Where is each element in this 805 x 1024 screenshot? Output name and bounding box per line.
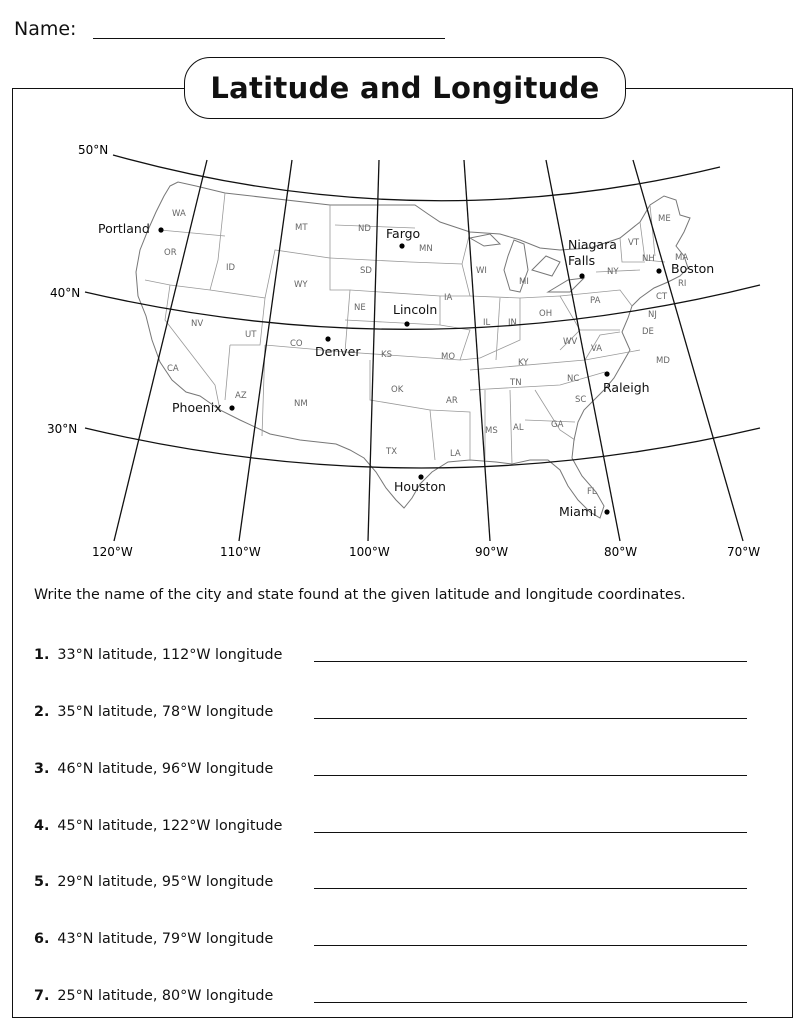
lon-label-110: 110°W bbox=[220, 545, 261, 559]
question-number: 7. bbox=[34, 988, 50, 1004]
question-item bbox=[34, 874, 273, 890]
state-label: NC bbox=[567, 374, 580, 384]
city-dot-denver bbox=[325, 336, 330, 341]
city-label-miami: Miami bbox=[559, 504, 597, 519]
question-number: 4. bbox=[34, 818, 50, 834]
answer-line-5[interactable] bbox=[314, 888, 747, 889]
state-label: WA bbox=[172, 209, 186, 219]
state-label: AL bbox=[513, 423, 524, 433]
question-text: 43°N latitude, 79°W longitude bbox=[57, 931, 274, 947]
state-label: TX bbox=[386, 447, 398, 457]
question-item bbox=[34, 931, 273, 947]
state-label: MD bbox=[656, 356, 670, 366]
state-label: OK bbox=[391, 385, 404, 395]
state-label: CT bbox=[656, 292, 668, 302]
city-dot-portland bbox=[158, 227, 163, 232]
question-text: 35°N latitude, 78°W longitude bbox=[57, 704, 274, 720]
state-label: IA bbox=[444, 293, 453, 303]
lat-label-50: 50°N bbox=[78, 143, 109, 157]
instructions-text: Write the name of the city and state found at the given latitude and longitude coordinates. bbox=[34, 587, 686, 603]
state-label: NV bbox=[191, 319, 204, 329]
question-number: 2. bbox=[34, 704, 50, 720]
city-label-portland: Portland bbox=[98, 221, 150, 236]
state-label: WV bbox=[563, 337, 578, 347]
question-number: 3. bbox=[34, 761, 50, 777]
state-label: MI bbox=[519, 277, 529, 287]
question-item bbox=[34, 647, 282, 663]
state-label: RI bbox=[678, 279, 687, 289]
answer-line-4[interactable] bbox=[314, 832, 747, 833]
city-label-niagara-falls: Niagara Falls bbox=[568, 237, 617, 268]
answer-line-3[interactable] bbox=[314, 775, 747, 776]
state-label: VT bbox=[628, 238, 640, 248]
state-label: VA bbox=[591, 344, 603, 354]
lon-label-70: 70°W bbox=[727, 545, 761, 559]
state-label: OR bbox=[164, 248, 177, 258]
longitude-line-100 bbox=[368, 160, 379, 541]
state-label: MA bbox=[675, 253, 689, 263]
question-text: 45°N latitude, 122°W longitude bbox=[57, 818, 283, 834]
answer-line-2[interactable] bbox=[314, 718, 747, 719]
state-label: KS bbox=[381, 350, 392, 360]
latitude-line-30 bbox=[85, 428, 760, 468]
state-label: ME bbox=[658, 214, 671, 224]
answer-line-1[interactable] bbox=[314, 661, 747, 662]
state-label: WI bbox=[476, 266, 487, 276]
lat-label-30: 30°N bbox=[47, 422, 78, 436]
page-title: Latitude and Longitude bbox=[210, 71, 600, 105]
name-label: Name: bbox=[14, 18, 77, 40]
state-label: IL bbox=[483, 318, 491, 328]
question-item bbox=[34, 761, 273, 777]
state-label: WY bbox=[294, 280, 308, 290]
question-item bbox=[34, 818, 282, 834]
city-dot-niagara-falls bbox=[579, 273, 584, 278]
state-label: DE bbox=[642, 327, 654, 337]
state-label: SD bbox=[360, 266, 372, 276]
state-label: GA bbox=[551, 420, 564, 430]
state-label: NJ bbox=[648, 310, 657, 320]
state-label: LA bbox=[450, 449, 461, 459]
lat-label-40: 40°N bbox=[50, 286, 81, 300]
state-label: IN bbox=[508, 318, 517, 328]
state-label: NY bbox=[607, 267, 619, 277]
question-text: 46°N latitude, 96°W longitude bbox=[57, 761, 274, 777]
city-label-houston: Houston bbox=[394, 479, 446, 494]
longitude-line-90 bbox=[464, 160, 490, 541]
question-number: 5. bbox=[34, 874, 50, 890]
state-label: UT bbox=[245, 330, 257, 340]
state-label: PA bbox=[590, 296, 601, 306]
longitude-line-80 bbox=[546, 160, 620, 541]
state-label: AR bbox=[446, 396, 458, 406]
state-label: MO bbox=[441, 352, 456, 362]
state-label: AZ bbox=[235, 391, 247, 401]
city-dot-raleigh bbox=[604, 371, 609, 376]
state-label: MN bbox=[419, 244, 433, 254]
state-label: MT bbox=[295, 223, 308, 233]
longitude-line-110 bbox=[239, 160, 292, 541]
latitude-line-50 bbox=[113, 155, 720, 201]
state-label: CO bbox=[290, 339, 303, 349]
state-label: NM bbox=[294, 399, 308, 409]
question-text: 25°N latitude, 80°W longitude bbox=[57, 988, 274, 1004]
lon-label-100: 100°W bbox=[349, 545, 390, 559]
answer-line-7[interactable] bbox=[314, 1002, 747, 1003]
state-label: OH bbox=[539, 309, 553, 319]
state-label: FL bbox=[587, 487, 597, 497]
question-text: 29°N latitude, 95°W longitude bbox=[57, 874, 274, 890]
question-number: 6. bbox=[34, 931, 50, 947]
state-label: KY bbox=[518, 358, 529, 368]
lon-label-80: 80°W bbox=[604, 545, 638, 559]
city-dot-boston bbox=[656, 268, 661, 273]
state-label: NE bbox=[354, 303, 366, 313]
state-label: SC bbox=[575, 395, 587, 405]
question-text: 33°N latitude, 112°W longitude bbox=[57, 647, 283, 663]
city-label-denver: Denver bbox=[315, 344, 361, 359]
state-label: TN bbox=[510, 378, 522, 388]
state-label: ID bbox=[226, 263, 236, 273]
lon-label-120: 120°W bbox=[92, 545, 133, 559]
question-item bbox=[34, 988, 273, 1004]
state-label: MS bbox=[485, 426, 498, 436]
city-label-fargo: Fargo bbox=[386, 226, 421, 241]
city-label-lincoln: Lincoln bbox=[393, 302, 438, 317]
state-label: NH bbox=[642, 254, 655, 264]
state-labels bbox=[164, 209, 688, 497]
city-label-raleigh: Raleigh bbox=[603, 380, 650, 395]
state-label: ND bbox=[358, 224, 371, 234]
city-label-boston: Boston bbox=[671, 261, 715, 276]
city-dot-miami bbox=[604, 509, 609, 514]
question-item bbox=[34, 704, 273, 720]
city-dot-fargo bbox=[399, 243, 404, 248]
lon-label-90: 90°W bbox=[475, 545, 509, 559]
longitude-line-120 bbox=[114, 160, 207, 541]
city-dot-phoenix bbox=[229, 405, 234, 410]
answer-line-6[interactable] bbox=[314, 945, 747, 946]
city-dot-lincoln bbox=[404, 321, 409, 326]
state-label: CA bbox=[167, 364, 179, 374]
question-number: 1. bbox=[34, 647, 50, 663]
city-label-phoenix: Phoenix bbox=[172, 400, 222, 415]
